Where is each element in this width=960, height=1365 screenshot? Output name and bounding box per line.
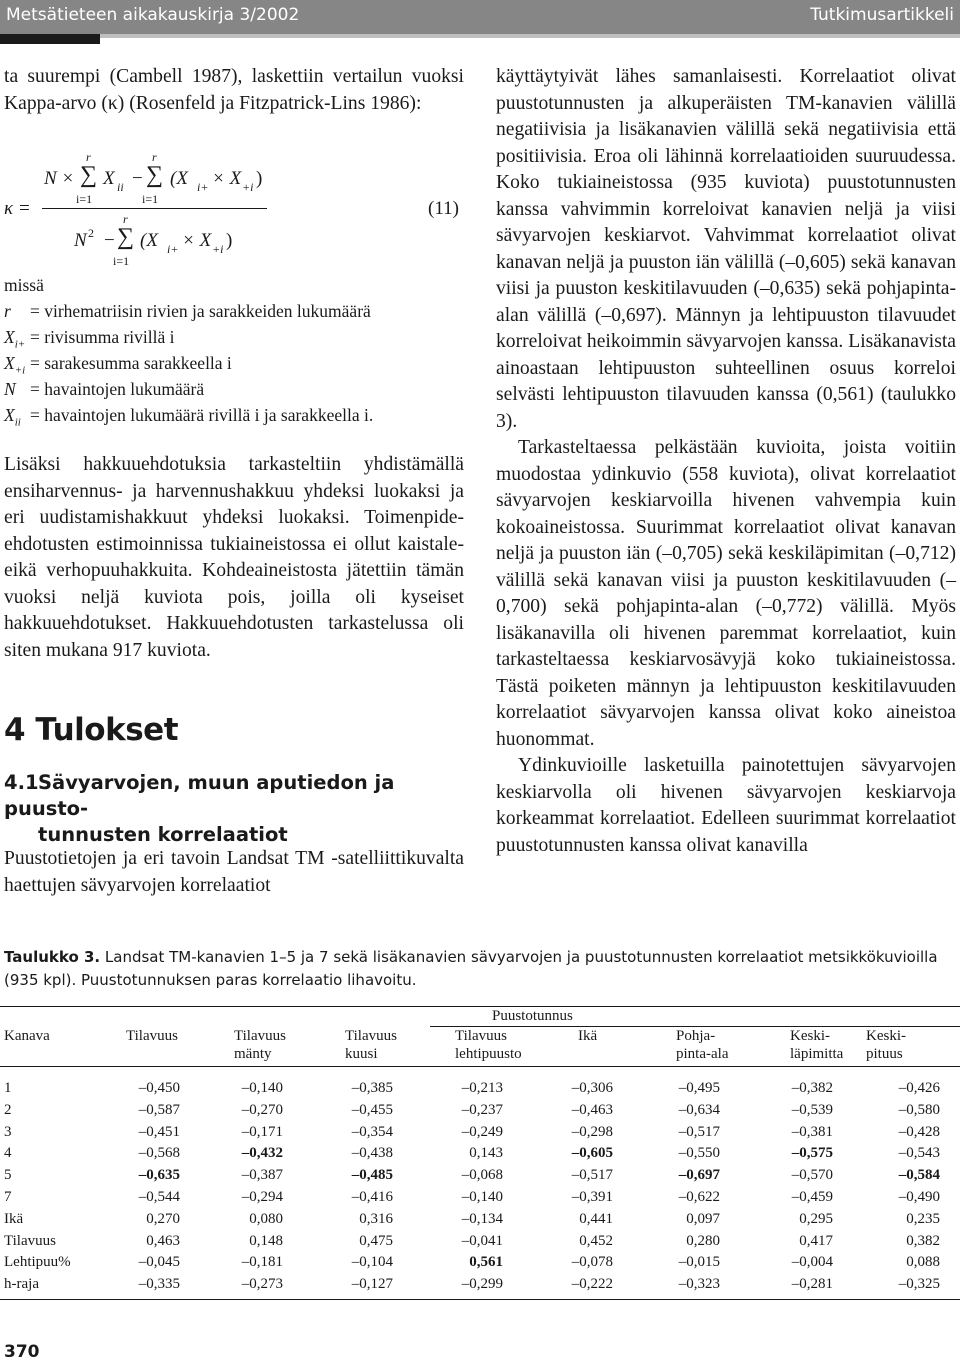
formula-den-sum-top: r: [123, 212, 128, 226]
table-cell: –0,249: [461, 1123, 503, 1140]
page-number: 370: [4, 1342, 40, 1362]
table-cell: 0,295: [799, 1210, 833, 1227]
table-row: [0, 1189, 960, 1211]
table-cell: 0,235: [906, 1210, 940, 1227]
table-cell: –0,298: [571, 1123, 613, 1140]
column-header-sub: pituus: [866, 1046, 903, 1062]
table-cell: 0,475: [359, 1232, 393, 1249]
column-header-sub: pinta-ala: [676, 1046, 729, 1062]
table-cell: 0,143: [469, 1145, 503, 1162]
column-header-sub: kuusi: [345, 1046, 378, 1062]
table-cell: –0,587: [138, 1101, 180, 1118]
table-cell: 0,463: [146, 1232, 180, 1249]
section-label: Tutkimusartikkeli: [810, 5, 954, 25]
table-group-rule: [430, 1026, 960, 1027]
table-cell: –0,335: [138, 1276, 180, 1293]
table-caption-text: Landsat TM-kanavien 1–5 ja 7 sekä lisäkanavien sävyarvojen ja puustotunnusten korrelaatiot metsikkökuvioilla (935 kpl). Puustotunnuksen paras korrelaatio lihavoitu.: [4, 948, 938, 989]
table-cell: –0,550: [678, 1145, 720, 1162]
table-cell: –0,463: [571, 1101, 613, 1118]
right-paragraph-3: Ydinkuvioille lasketuilla painotettujen sävyarvojen keskiarvolla oli hivenen sävyarvojen keskiarvoja korkeammat korrelaatiot. Edelleen suurimmat korrelaatiot puustotunnusten kanssa olivat kanavilla: [496, 755, 956, 856]
table-cell: –0,570: [791, 1167, 833, 1184]
table-cell: –0,237: [461, 1101, 503, 1118]
table-cell: –0,354: [351, 1123, 393, 1140]
formula-num-sub2: +i: [242, 180, 254, 194]
table-caption-label: Taulukko 3.: [4, 948, 101, 966]
table-cell: –0,485: [351, 1167, 393, 1184]
table-cell: –0,068: [461, 1167, 503, 1184]
definition-x-row: $X_{i+}$ = rivisumma rivillä i: [4, 327, 175, 351]
table-cell: –0,140: [461, 1189, 503, 1205]
table-row: [0, 1254, 960, 1276]
table-cell: –0,622: [678, 1189, 720, 1205]
formula-num-N: N ×: [44, 168, 75, 189]
right-paragraph-1: käyttäytyivät lähes samanlaisesti. Korrelaatiot olivat puustotunnusten ja alkuperäisten TM-kanavien välillä negatiivisia ja lisäkanavien välillä sekä negatiivisia että positiivisia. Eroa oli lähinnä korrelaatioiden suuruudessa. Koko tukiaineistossa (935 kuviota) puustotunnusten kanssa vahvimmin korreloivat kanavien neljä ja viisi sävyarvojen keskiarvot. Vahvimmat korrelaatiot olivat kanavan neljä ja puuston iän välillä (–0,605) sekä kanavan viisi ja puuston keskitilavuuden (–0,635) sekä pohjapinta-alan välillä (–0,697). Männyn ja lehtipuuston tilavuudet korreloivat heikoimmin sävyarvojen kanssa. Lisäkanavista ainoastaan lehtipuuston suhteellinen osuus korreloi selvästi lehtipuuston tilavuuden kanssa (0,561) (taulukko 3).: [496, 66, 956, 432]
table-cell: –0,273: [241, 1276, 283, 1293]
equation-number: (11): [428, 198, 459, 219]
row-label: Lehtipuu%: [4, 1254, 71, 1271]
formula-den-times: × X: [182, 230, 212, 251]
formula-num-minus: −: [132, 168, 143, 189]
left-paragraph-2: Lisäksi hakkuuehdotuksia tarkasteltiin yhdistämällä ensiharvennus- ja harvennushakkuu yhdeksi luokaksi ja eri uudistamishakkuut yhdeksi luokaksi. Toimenpide-ehdotusten estimoinnissa tukiaineistossa ei ollut kaistale- eikä verhopuuhakkuita. Kohdeaineistosta jätettiin tämän vuoksi neljä kuviota pois, joilla oli kyseiset hakkuuehdotukset. Hakkuuehdotusten tarkastelussa oli siten mukana 917 kuviota.: [4, 454, 464, 661]
table-cell: –0,539: [791, 1101, 833, 1118]
column-header: Kanava: [4, 1028, 50, 1044]
missa-label: missä: [4, 275, 44, 295]
table-header-rule: [0, 1066, 960, 1067]
table-cell: –0,222: [571, 1276, 613, 1293]
table-cell: –0,134: [461, 1210, 503, 1227]
right-column: [496, 64, 956, 859]
table-cell: –0,306: [571, 1080, 613, 1096]
row-label: 4: [4, 1145, 12, 1162]
table-cell: –0,281: [791, 1276, 833, 1293]
fraction-line: [42, 208, 267, 209]
table-cell: –0,181: [241, 1254, 283, 1271]
column-header: Keski-: [866, 1028, 906, 1044]
table-cell: –0,045: [138, 1254, 180, 1271]
table-cell: –0,299: [461, 1276, 503, 1293]
table-row: [0, 1167, 960, 1189]
table-row: [0, 1102, 960, 1124]
table-cell: –0,325: [898, 1276, 940, 1293]
header-accent-bar: [0, 34, 100, 44]
table-cell: –0,635: [138, 1167, 180, 1184]
formula-num-close: ): [256, 168, 263, 189]
table-cell: –0,580: [898, 1101, 940, 1118]
formula-den-paren: (X: [140, 230, 158, 251]
table-row: [0, 1080, 960, 1102]
table-cell: –0,459: [791, 1189, 833, 1205]
table-cell: –0,127: [351, 1276, 393, 1293]
table-cell: –0,171: [241, 1123, 283, 1140]
table-cell: –0,568: [138, 1145, 180, 1162]
definition-x-col: $X_{+i}$ = sarakesumma sarakkeella i: [4, 353, 232, 377]
formula-den-sum: ∑: [117, 224, 135, 250]
table-cell: –0,575: [791, 1145, 833, 1162]
table-cell: –0,544: [138, 1189, 180, 1205]
formula-sum2-top: r: [152, 150, 157, 164]
formula-den-sub1: i+: [167, 242, 179, 256]
column-header: Tilavuus: [455, 1028, 507, 1044]
table-cell: –0,381: [791, 1123, 833, 1140]
table-cell: –0,078: [571, 1254, 613, 1271]
left-paragraph-3: Puustotietojen ja eri tavoin Landsat TM -satelliittikuvalta haettujen sävyarvojen korrelaatiot: [4, 848, 464, 896]
table-cell: –0,416: [351, 1189, 393, 1205]
right-paragraph-2: Tarkasteltaessa pelkästään kuvioita, joista voitiin muodostaa ydinkuvio (558 kuviota), olivat korrelaatiot sävyarvojen keskiarvoilla hivenen vahvempia kuin kokoaineistossa. Suurimmat korrelaatiot olivat kanavan neljä ja puuston iän (–0,705) sekä keskiläpimitan (–0,712) välillä sekä kanavan viisi ja puuston keskitilavuuden (–0,700) sekä pohjapinta-alan (–0,772) välillä. Myös lisäkanavilla oli hivenen paremmat korrelaatiot, kuin tarkasteltaessa keskiarvosävyjä koko tukiaineistossa. Tästä poiketen männyn ja lehtipuuston keskitilavuuden korrelaatiot sävyarvojen kanssa olivat koko aineistoa huonommat.: [496, 437, 956, 750]
formula-den-sub2: +i: [212, 242, 224, 256]
formula-num-sub1: i+: [197, 180, 209, 194]
table-cell: 0,097: [686, 1210, 720, 1227]
formula-sum1: ∑: [80, 162, 98, 188]
table-cell: –0,495: [678, 1080, 720, 1096]
table-cell: –0,517: [571, 1167, 613, 1184]
formula-den-close: ): [226, 230, 233, 251]
table-cell: –0,517: [678, 1123, 720, 1140]
formula-sum2: ∑: [146, 162, 164, 188]
table-cell: 0,088: [906, 1254, 940, 1271]
column-header-sub: läpimitta: [790, 1046, 844, 1062]
column-header-sub: mänty: [234, 1046, 272, 1062]
table-cell: –0,490: [898, 1189, 940, 1205]
column-header-sub: lehtipuusto: [455, 1046, 522, 1062]
definition-r: r = virhematriisin rivien ja sarakkeiden lukumäärä: [4, 301, 371, 321]
table-cell: –0,270: [241, 1101, 283, 1118]
formula-sum2-bottom: i=1: [142, 192, 159, 206]
row-label: h-raja: [4, 1276, 39, 1293]
table-cell: –0,634: [678, 1101, 720, 1118]
journal-header-bar: [0, 0, 960, 34]
row-label: Tilavuus: [4, 1232, 56, 1249]
column-header: Tilavuus: [126, 1028, 178, 1044]
table-cell: 0,280: [686, 1232, 720, 1249]
table-cell: 0,316: [359, 1210, 393, 1227]
kappa-symbol: κ =: [4, 198, 31, 219]
definition-x-diag: $X_{ii}$ = havaintojen lukumäärä rivillä i ja sarakkeella i.: [4, 405, 374, 429]
table-group-header: Puustotunnus: [492, 1008, 573, 1024]
formula-num-X: X: [103, 168, 115, 189]
table-cell: –0,323: [678, 1276, 720, 1293]
formula-num-times: × X: [212, 168, 242, 189]
table-cell: –0,213: [461, 1080, 503, 1096]
table-row: [0, 1211, 960, 1233]
formula-den-sum-bottom: i=1: [113, 254, 130, 268]
definition-n: N = havaintojen lukumäärä: [4, 379, 205, 399]
table-cell: –0,432: [241, 1145, 283, 1162]
table-row: [0, 1233, 960, 1255]
table-cell: –0,140: [241, 1080, 283, 1096]
formula-den-minus: −: [104, 230, 115, 251]
table-cell: –0,584: [898, 1167, 940, 1184]
table-row: [0, 1276, 960, 1298]
section-heading: 4 Tulokset: [4, 712, 179, 748]
formula-sum1-bottom: i=1: [76, 192, 93, 206]
table-cell: –0,382: [791, 1080, 833, 1096]
table-cell: –0,450: [138, 1080, 180, 1096]
row-label: Ikä: [4, 1210, 24, 1227]
table-cell: –0,387: [241, 1167, 283, 1184]
table-cell: 0,441: [579, 1210, 613, 1227]
table-cell: –0,104: [351, 1254, 393, 1271]
table-cell: –0,451: [138, 1123, 180, 1140]
intro-text: ta suurempi (Cambell 1987), laskettiin vertailun vuoksi Kappa-arvo (κ) (Rosenfeld ja Fitzpatrick-Lins 1986):: [4, 66, 464, 114]
formula-sum1-top: r: [86, 150, 91, 164]
table-cell: –0,543: [898, 1145, 940, 1162]
column-header: Tilavuus: [345, 1028, 397, 1044]
formula-den-N: N: [74, 230, 87, 251]
table-cell: –0,697: [678, 1167, 720, 1184]
table-cell: –0,455: [351, 1101, 393, 1118]
header-rule: [100, 34, 960, 38]
table-caption: [4, 946, 956, 992]
formula-den-sup: 2: [88, 226, 94, 240]
table-cell: 0,561: [469, 1254, 503, 1271]
table-cell: –0,041: [461, 1232, 503, 1249]
row-label: 1: [4, 1080, 12, 1096]
column-header: Pohja-: [676, 1028, 716, 1044]
table-cell: 0,417: [799, 1232, 833, 1249]
row-label: 5: [4, 1167, 12, 1184]
table-row: [0, 1145, 960, 1167]
table-row: [0, 1124, 960, 1146]
column-header: Tilavuus: [234, 1028, 286, 1044]
table-cell: 0,270: [146, 1210, 180, 1227]
table-cell: –0,004: [791, 1254, 833, 1271]
table-cell: –0,438: [351, 1145, 393, 1162]
table-cell: –0,015: [678, 1254, 720, 1271]
kappa-formula: [0, 146, 470, 276]
table-cell: 0,080: [249, 1210, 283, 1227]
table-cell: –0,391: [571, 1189, 613, 1205]
table-cell: 0,382: [906, 1232, 940, 1249]
table-cell: 0,148: [249, 1232, 283, 1249]
left-intro-paragraph: [4, 64, 464, 117]
formula-num-paren: (X: [170, 168, 188, 189]
row-label: 7: [4, 1189, 12, 1205]
table-cell: –0,385: [351, 1080, 393, 1096]
column-header: Keski-: [790, 1028, 830, 1044]
column-header: Ikä: [578, 1028, 598, 1044]
subsection-heading: 4.1Sävyarvojen, muun aputiedon ja puusto- tunnusten korrelaatiot: [4, 771, 395, 846]
table-cell: –0,426: [898, 1080, 940, 1096]
table-cell: 0,452: [579, 1232, 613, 1249]
table-top-rule: [0, 1006, 960, 1007]
formula-num-X-sub: ii: [117, 180, 124, 194]
table-cell: –0,428: [898, 1123, 940, 1140]
journal-title: Metsätieteen aikakauskirja 3/2002: [6, 5, 300, 25]
table-cell: –0,605: [571, 1145, 613, 1162]
row-label: 3: [4, 1123, 12, 1140]
table-cell: –0,294: [241, 1189, 283, 1205]
row-label: 2: [4, 1101, 12, 1118]
table-bottom-rule: [0, 1299, 960, 1300]
